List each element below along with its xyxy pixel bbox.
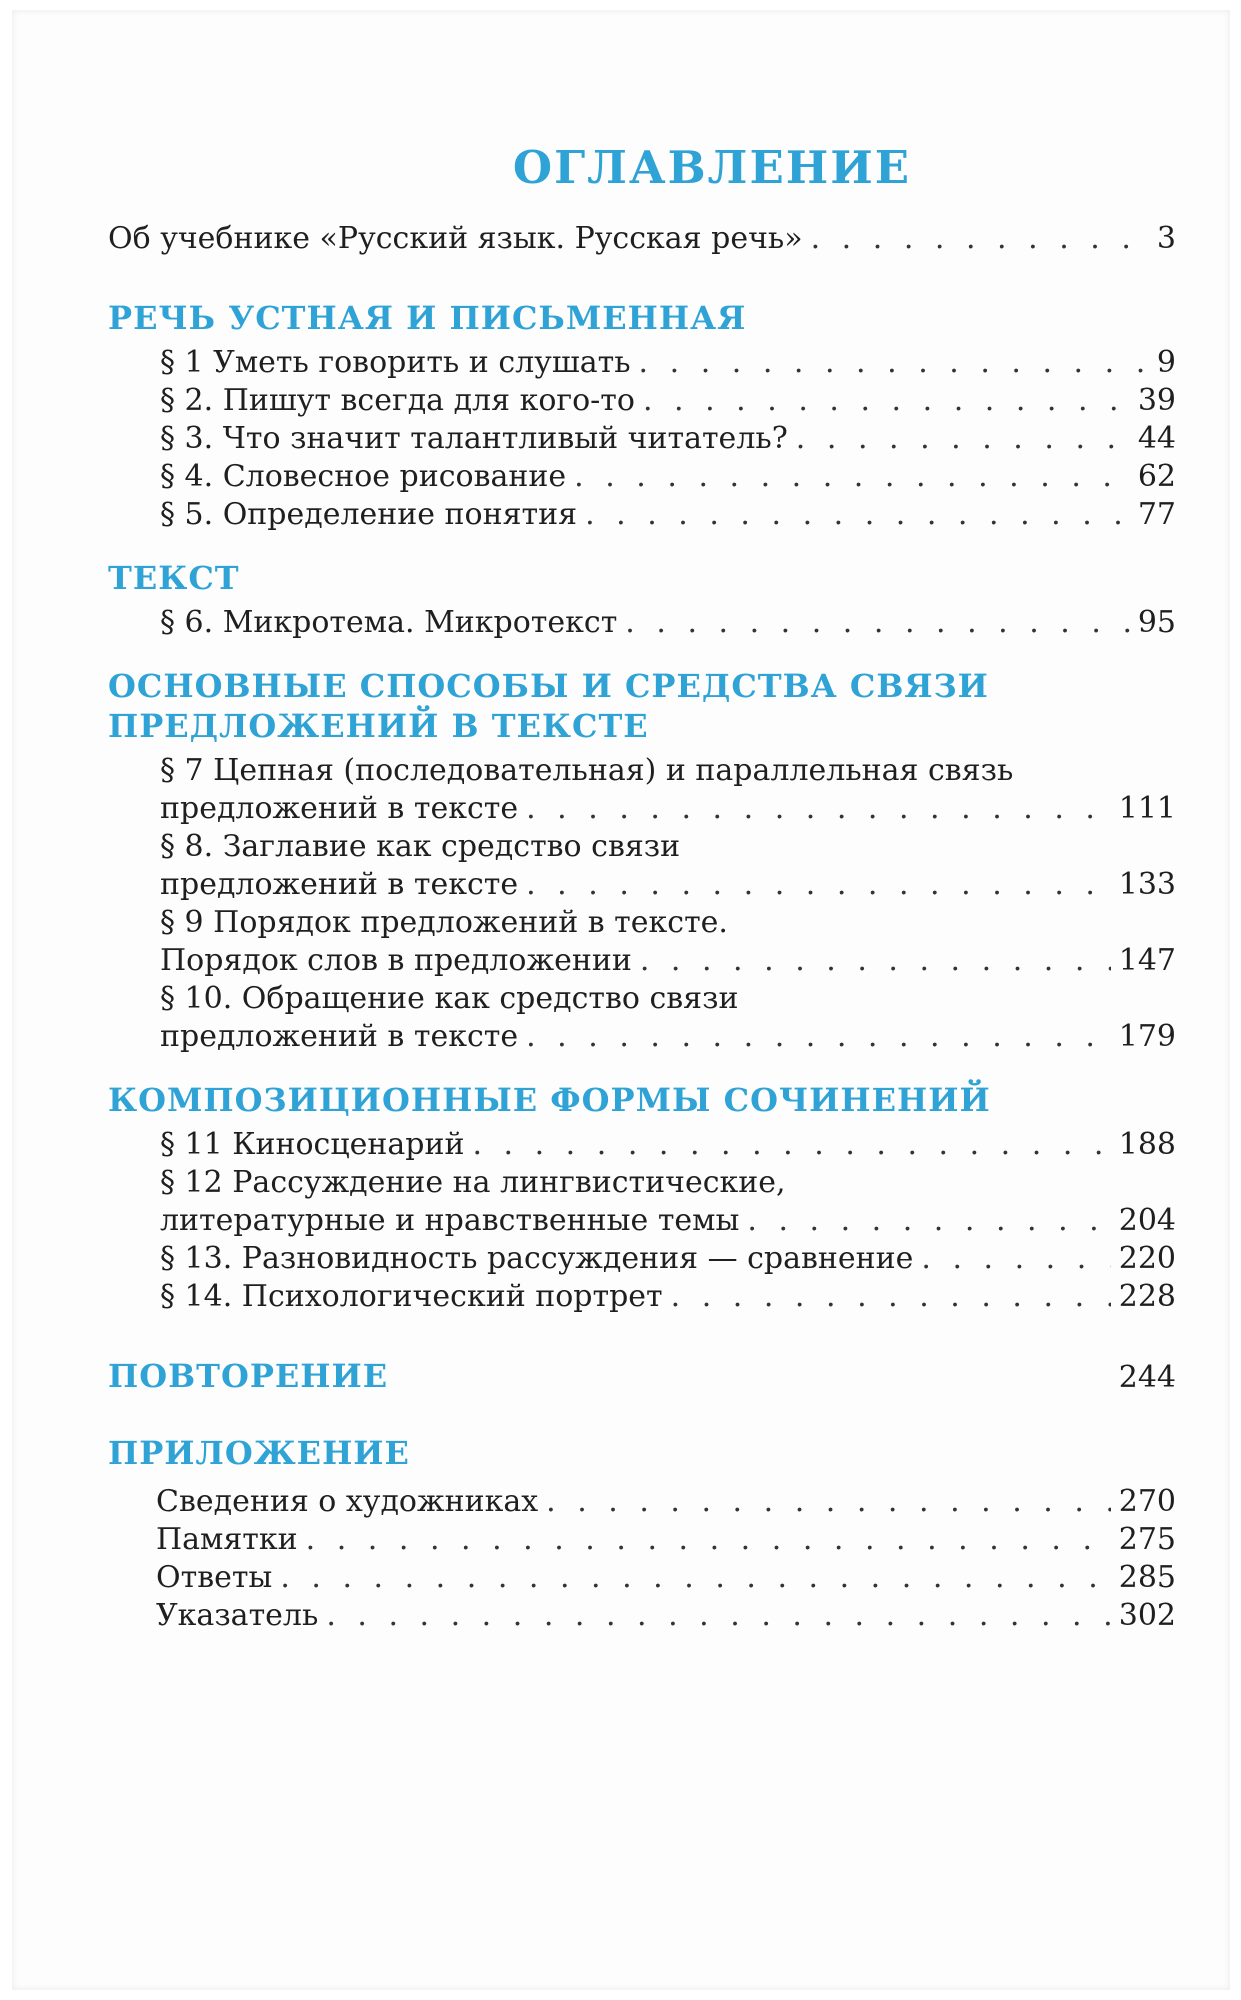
section-entries [108, 1126, 1176, 1316]
toc-entry [108, 1202, 1176, 1240]
entry-page: 77 [1137, 497, 1176, 532]
entry-label: § 3. Что значит талантливый читатель? [160, 421, 788, 456]
leader-dots [546, 1483, 1111, 1521]
section-heading: ОСНОВНЫЕ СПОСОБЫ И СРЕДСТВА СВЯЗИ [108, 667, 989, 705]
appendix-list [108, 1483, 1176, 1635]
toc-entry [108, 1126, 1176, 1164]
section-heading: ПРЕДЛОЖЕНИЙ В ТЕКСТЕ [108, 707, 649, 745]
toc-entry-appendix [108, 1521, 1176, 1559]
leader-dots [625, 604, 1130, 642]
leader-dots [280, 1559, 1110, 1597]
leader-dots [326, 1597, 1110, 1635]
entry-label: § 11 Киносценарий [160, 1127, 465, 1162]
entry-label: Указатель [156, 1598, 319, 1633]
entry-page: 3 [1156, 221, 1176, 256]
leader-dots [811, 220, 1149, 258]
leader-dots [639, 344, 1149, 382]
toc-entry [108, 382, 1176, 420]
entry-page: 111 [1118, 791, 1176, 826]
leader-dots [526, 790, 1111, 828]
entry-label: литературные и нравственные темы [160, 1203, 740, 1238]
toc-entry [108, 1240, 1176, 1278]
entry-page: 44 [1137, 421, 1176, 456]
entry-page: 133 [1118, 867, 1176, 902]
entry-label: предложений в тексте [160, 867, 519, 902]
entry-line: § 12 Рассуждение на лингвистические, [160, 1165, 786, 1200]
leader-dots [526, 866, 1111, 904]
entry-label: § 14. Психологический портрет [160, 1279, 663, 1314]
leader-dots [526, 1018, 1111, 1056]
entry-page: 179 [1118, 1019, 1176, 1054]
toc-entry [108, 1278, 1176, 1316]
toc-section [108, 666, 1176, 1056]
toc-section [108, 1080, 1176, 1316]
leader-dots [796, 420, 1130, 458]
toc-entry-appendix [108, 1559, 1176, 1597]
entry-page: 302 [1118, 1598, 1176, 1633]
section-entries [108, 604, 1176, 642]
toc-entry [108, 866, 1176, 904]
page [12, 10, 1230, 1990]
entry-label: Порядок слов в предложении [160, 943, 632, 978]
entry-page: 270 [1118, 1484, 1176, 1519]
toc-entry-intro [108, 220, 1176, 258]
entry-line: § 7 Цепная (последовательная) и параллельная связь [160, 753, 1014, 788]
entry-line: § 10. Обращение как средство связи [160, 981, 739, 1016]
entry-page: 285 [1118, 1560, 1176, 1595]
entry-page: 275 [1118, 1522, 1176, 1557]
leader-dots [574, 458, 1130, 496]
section-heading: РЕЧЬ УСТНАЯ И ПИСЬМЕННАЯ [108, 299, 747, 337]
toc-section [108, 558, 1176, 642]
entry-page: 244 [1118, 1360, 1176, 1395]
entry-page: 62 [1137, 459, 1176, 494]
leader-dots [472, 1126, 1110, 1164]
toc-entry [108, 496, 1176, 534]
page-title: ОГЛАВЛЕНИЕ [512, 141, 912, 194]
entry-label: Памятки [156, 1522, 298, 1557]
entry-label: § 4. Словесное рисование [160, 459, 567, 494]
toc-entry [108, 344, 1176, 382]
entry-page: 188 [1118, 1127, 1176, 1162]
sections [108, 298, 1176, 1316]
toc-entry-repeat [108, 1356, 1176, 1397]
entry-page: 147 [1118, 943, 1176, 978]
section-heading-repeat: ПОВТОРЕНИЕ [108, 1357, 389, 1395]
leader-dots [671, 1278, 1111, 1316]
entry-line: § 8. Заглавие как средство связи [160, 829, 681, 864]
toc-entry [108, 1018, 1176, 1056]
entry-line: § 9 Порядок предложений в тексте. [160, 905, 728, 940]
leader-dots [747, 1202, 1110, 1240]
toc-section [108, 298, 1176, 534]
leader-dots [643, 382, 1130, 420]
section-heading: ТЕКСТ [108, 559, 240, 597]
toc-entry [108, 420, 1176, 458]
entry-page: 39 [1137, 383, 1176, 418]
entry-label: Ответы [156, 1560, 273, 1595]
section-entries [108, 752, 1176, 1056]
entry-page: 204 [1118, 1203, 1176, 1238]
section-heading-appendix: ПРИЛОЖЕНИЕ [108, 1434, 410, 1472]
entry-page: 228 [1118, 1279, 1176, 1314]
entry-label: предложений в тексте [160, 791, 519, 826]
entry-page: 9 [1156, 345, 1176, 380]
leader-dots [640, 942, 1111, 980]
toc-entry-appendix [108, 1597, 1176, 1635]
entry-label: предложений в тексте [160, 1019, 519, 1054]
section-heading: КОМПОЗИЦИОННЫЕ ФОРМЫ СОЧИНЕНИЙ [108, 1081, 991, 1119]
toc-entry [108, 942, 1176, 980]
toc-entry [108, 604, 1176, 642]
leader-dots [585, 496, 1130, 534]
entry-page: 95 [1137, 605, 1176, 640]
leader-dots [306, 1521, 1111, 1559]
toc-entry [108, 790, 1176, 828]
section-entries [108, 344, 1176, 534]
leader-dots [921, 1240, 1110, 1278]
toc-entry [108, 458, 1176, 496]
entry-label: § 13. Разновидность рассуждения — сравнение [160, 1241, 914, 1276]
entry-label: § 6. Микротема. Микротекст [160, 605, 618, 640]
entry-label: § 1 Уметь говорить и слушать [160, 345, 631, 380]
entry-label: § 2. Пишут всегда для кого-то [160, 383, 635, 418]
table-of-contents [108, 138, 1176, 1635]
entry-label: Об учебнике «Русский язык. Русская речь» [108, 221, 803, 256]
entry-page: 220 [1118, 1241, 1176, 1276]
toc-entry-appendix [108, 1483, 1176, 1521]
entry-label: § 5. Определение понятия [160, 497, 578, 532]
entry-label: Сведения о художниках [156, 1484, 539, 1519]
